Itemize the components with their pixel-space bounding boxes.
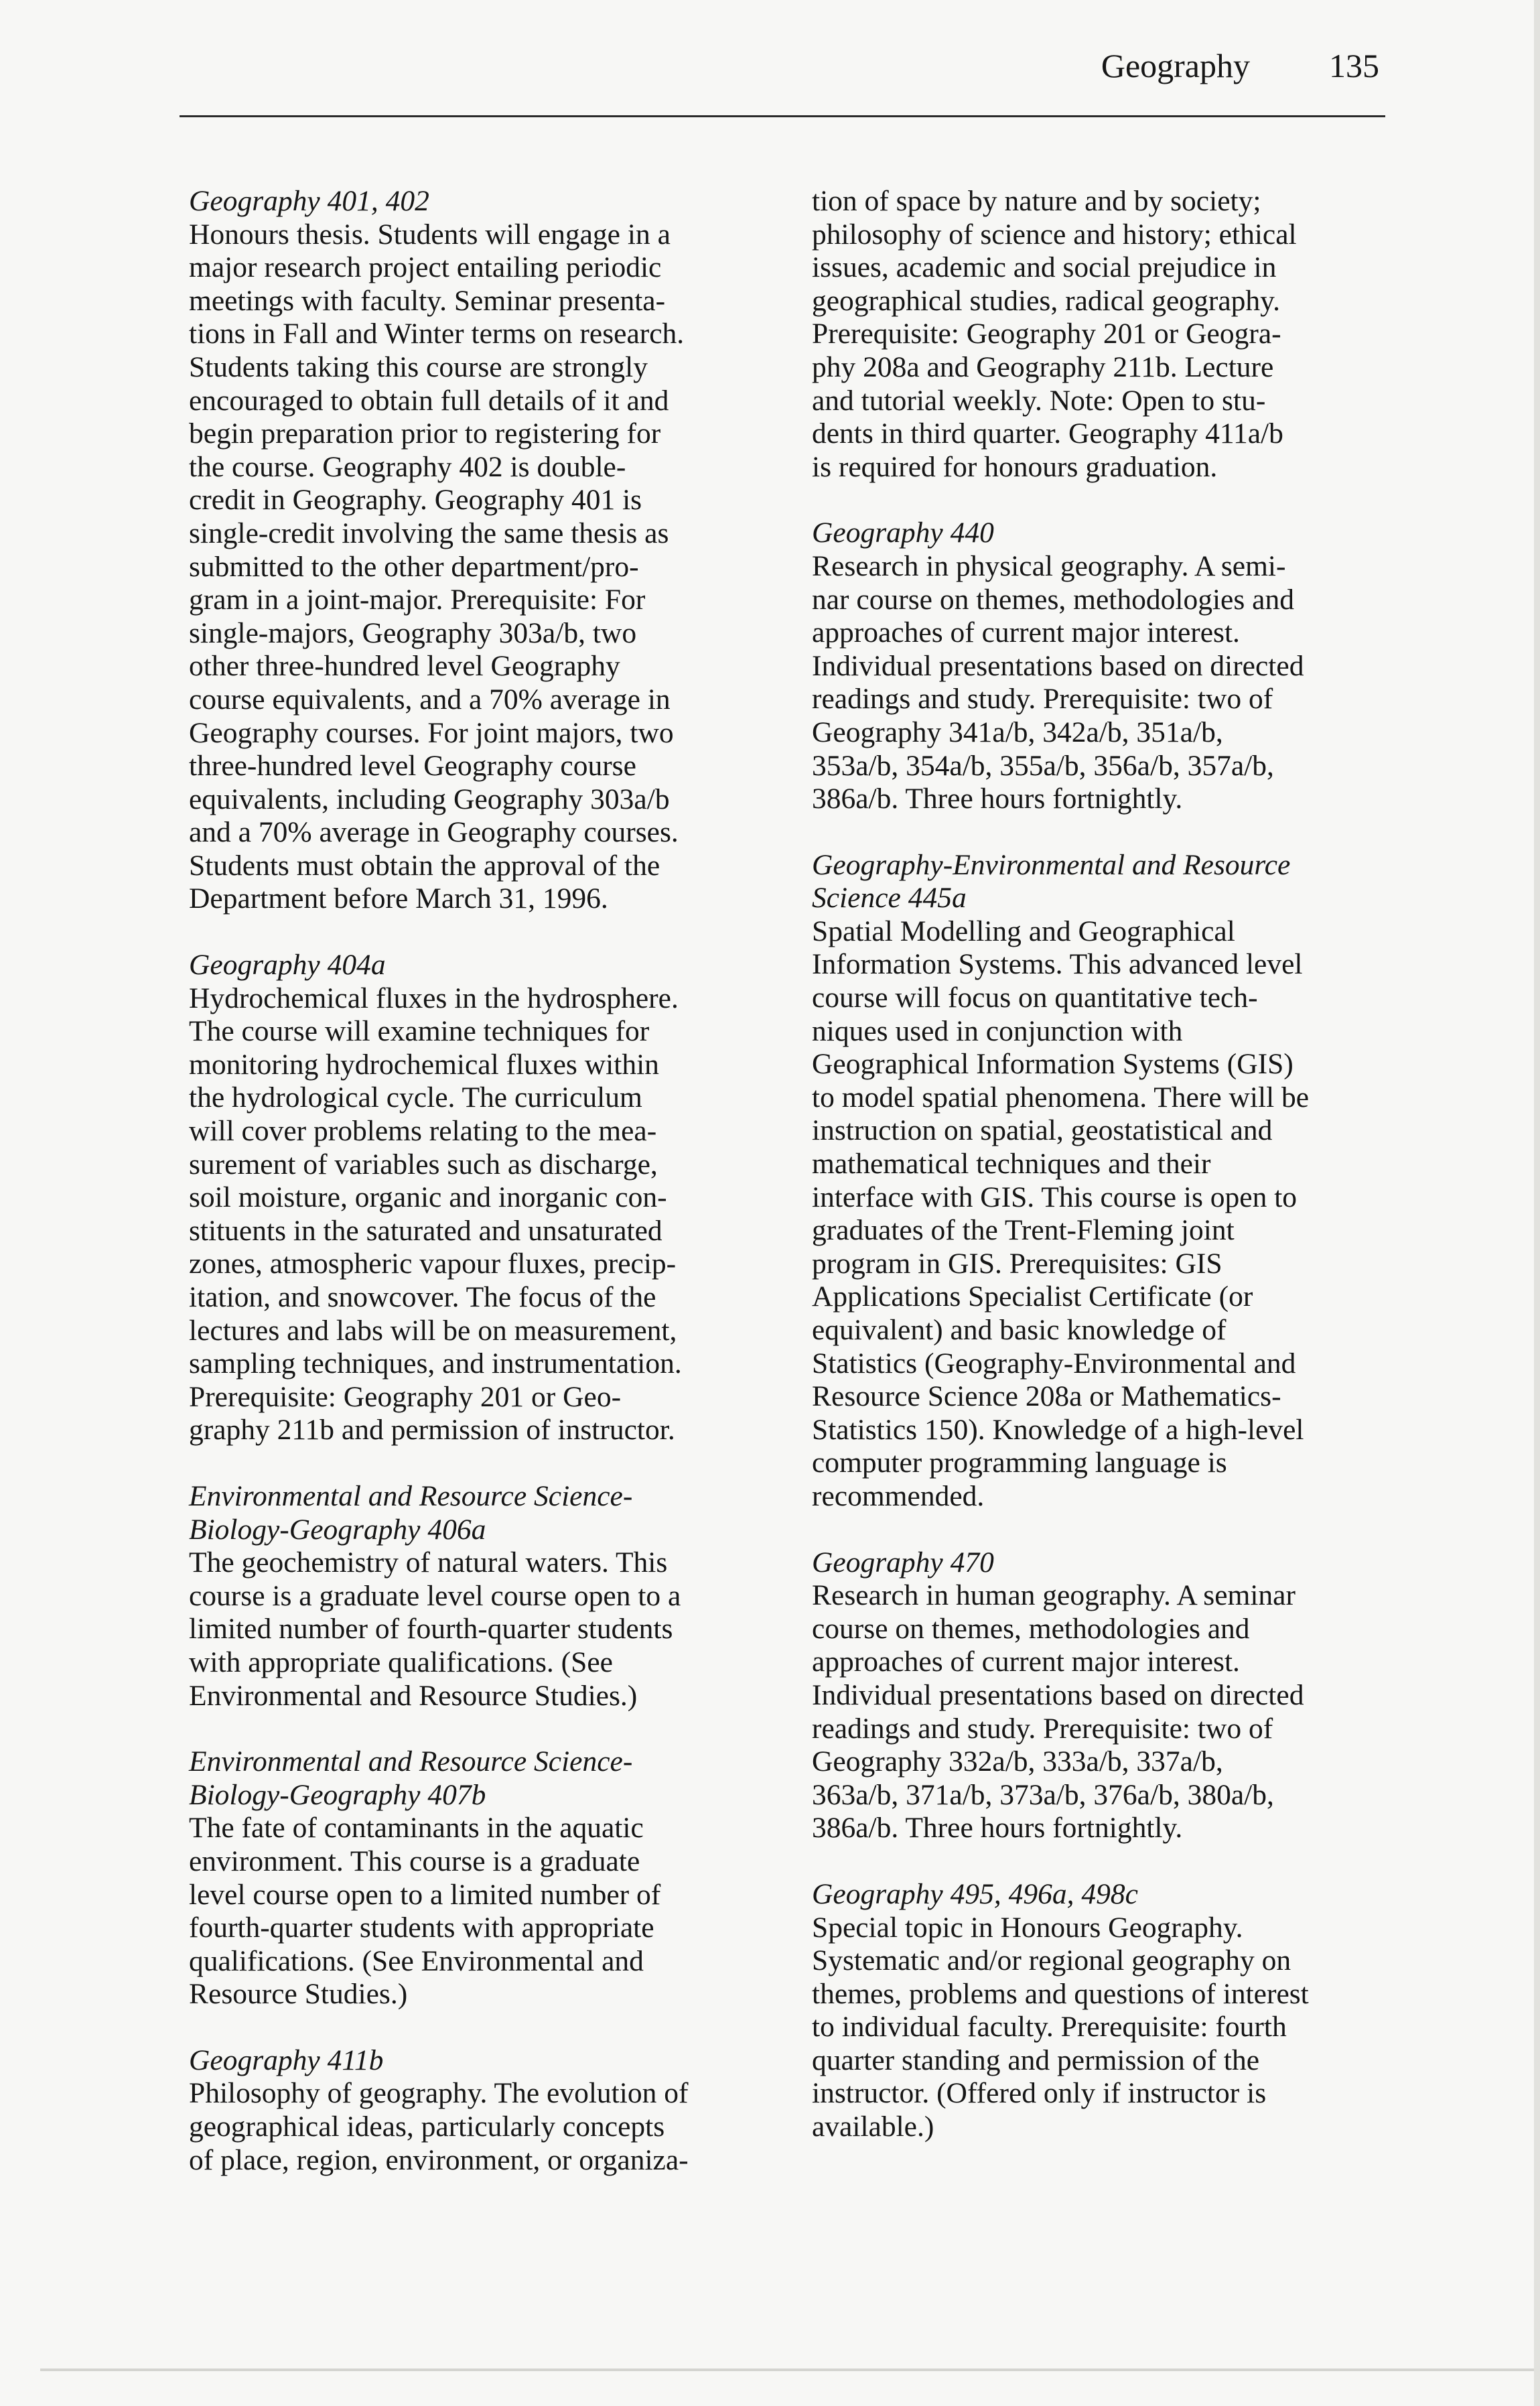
course-entry bbox=[812, 1878, 1421, 2144]
course-entry bbox=[812, 849, 1421, 1514]
course-entry bbox=[189, 949, 798, 1447]
course-description: Honours thesis. Students will engage in a major research project entailing periodic meetings with faculty. Seminar presenta- tions in Fall and Winter terms on research. Students taking this course are strongly encouraged to obtain full details of it and begin preparation prior to registering for the course. Geography 402 is double- credit in Geography. Geography 401 is single-credit involving the same thesis as submitted to the other department/pro- gram in a joint-major. Prerequisite: For single-majors, Geography 303a/b, two other three-hundred level Geography course equivalents, and a 70% average in Geography courses. For joint majors, two three-hundred level Geography course equivalents, including Geography 303a/b and a 70% average in Geography courses. Students must obtain the approval of the Department before March 31, 1996. bbox=[189, 218, 685, 915]
course-title: Geography 404a bbox=[189, 949, 386, 982]
course-title: Environmental and Resource Science- Biology-Geography 406a bbox=[189, 1479, 633, 1546]
running-head-title: Geography bbox=[1101, 47, 1250, 84]
course-entry bbox=[189, 2044, 798, 2177]
course-description: The geochemistry of natural waters. This course is a graduate level course open to a limited number of fourth-quarter students with appropriate qualifications. (See Environmental and Resource Studies.) bbox=[189, 1546, 681, 1712]
running-head bbox=[1101, 46, 1379, 86]
course-description: Research in physical geography. A semi- nar course on themes, methodologies and approaches of current major interest. Individual presentations based on directed readings and study. Prerequisite: two of Geography 341a/b, 342a/b, 351a/b, 353a/b, 354a/b, 355a/b, 356a/b, 357a/b, 386a/b. Three hours fortnightly. bbox=[812, 549, 1304, 815]
course-title: Environmental and Resource Science- Biology-Geography 407b bbox=[189, 1745, 633, 1811]
course-entry-continuation bbox=[812, 185, 1421, 484]
course-title: Geography 401, 402 bbox=[189, 185, 429, 217]
course-description: Philosophy of geography. The evolution of geographical ideas, particularly concepts of place, region, environment, or organiza- bbox=[189, 2077, 689, 2176]
course-description: Hydrochemical fluxes in the hydrosphere. The course will examine techniques for monitoring hydrochemical fluxes within the hydrological cycle. The curriculum will cover problems relating to the mea- surement of variables such as discharge, soil moisture, organic and inorganic con- stituents in the saturated and unsaturated zones, atmospheric vapour fluxes, precip- itation, and snowcover. The focus of the lectures and labs will be on measurement, sampling techniques, and instrumentation. Prerequisite: Geography 201 or Geo- graphy 211b and permission of instructor. bbox=[189, 982, 682, 1447]
header-rule bbox=[180, 115, 1385, 117]
right-column bbox=[812, 185, 1421, 2177]
course-title: Geography 411b bbox=[189, 2044, 384, 2076]
left-column bbox=[189, 185, 798, 2210]
course-entry bbox=[812, 1546, 1421, 1845]
course-entry bbox=[189, 1745, 798, 2011]
course-entry bbox=[812, 517, 1421, 815]
page-number: 135 bbox=[1329, 47, 1379, 84]
scan-edge-right bbox=[1534, 0, 1540, 2406]
course-description: The fate of contaminants in the aquatic environment. This course is a graduate level course open to a limited number of fourth-quarter students with appropriate qualifications. (See Environmental and Resource Studies.) bbox=[189, 1812, 661, 2011]
course-title: Geography 440 bbox=[812, 517, 994, 549]
course-entry bbox=[189, 185, 798, 916]
course-description: Research in human geography. A seminar course on themes, methodologies and approaches of current major interest. Individual presentations based on directed readings and study. Prerequisite: two of Geography 332a/b, 333a/b, 337a/b, 363a/b, 371a/b, 373a/b, 376a/b, 380a/b, 386a/b. Three hours fortnightly. bbox=[812, 1579, 1304, 1845]
course-description: Special topic in Honours Geography. Systematic and/or regional geography on themes, problems and questions of interest to individual faculty. Prerequisite: fourth quarter standing and permission of the instructor. (Offered only if instructor is available.) bbox=[812, 1911, 1309, 2143]
course-title: Geography 495, 496a, 498c bbox=[812, 1877, 1138, 1910]
course-description: Spatial Modelling and Geographical Information Systems. This advanced level course will focus on quantitative tech- niques used in conjunction with Geographical Information Systems (GIS) to model spatial phenomena. There will be instruction on spatial, geostatistical and mathematical techniques and their interface with GIS. This course is open to graduates of the Trent-Fleming joint program in GIS. Prerequisites: GIS Applications Specialist Certificate (or equivalent) and basic knowledge of Statistics (Geography-Environmental and Resource Science 208a or Mathematics- Statistics 150). Knowledge of a high-level computer programming language is recommended. bbox=[812, 915, 1310, 1512]
course-entry bbox=[189, 1480, 798, 1713]
course-title: Geography 470 bbox=[812, 1546, 994, 1579]
course-description: tion of space by nature and by society; philosophy of science and history; ethical issues, academic and social prejudice in geographical studies, radical geography. Prerequisite: Geography 201 or Geogra- phy 208a and Geography 211b. Lecture and tutorial weekly. Note: Open to stu- dents in third quarter. Geography 411a/b is required for honours graduation. bbox=[812, 185, 1297, 483]
scan-edge-bottom bbox=[40, 2368, 1540, 2371]
course-title: Geography-Environmental and Resource Science 445a bbox=[812, 848, 1291, 915]
